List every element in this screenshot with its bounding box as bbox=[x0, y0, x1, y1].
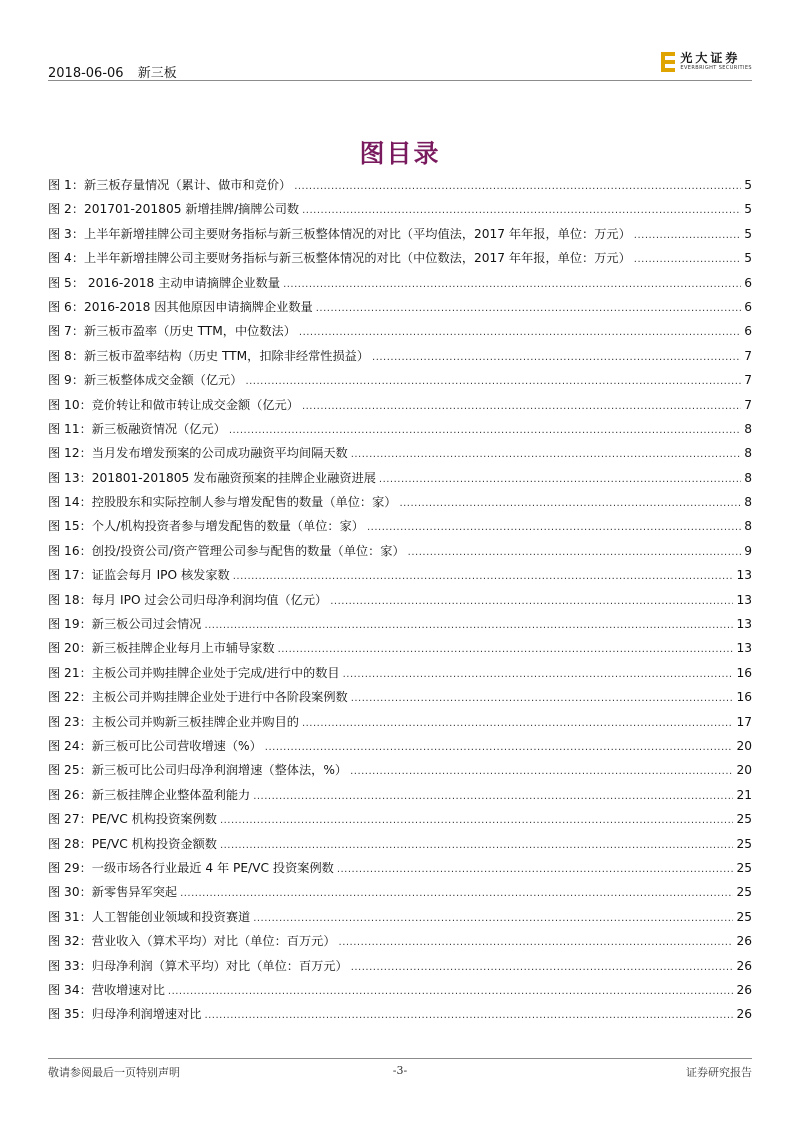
toc-entry-page[interactable]: 8 bbox=[744, 519, 752, 534]
toc-entry-label[interactable]: 图 12：当月发布增发预案的公司成功融资平均间隔天数 bbox=[48, 446, 348, 461]
toc-dot-leader bbox=[245, 373, 741, 391]
page-number: -3- bbox=[392, 1064, 408, 1077]
toc-dot-leader bbox=[299, 324, 741, 342]
toc-dot-leader bbox=[204, 1007, 733, 1025]
toc-entry-page[interactable]: 5 bbox=[744, 251, 752, 266]
toc-entry-label[interactable]: 图 28：PE/VC 机构投资金额数 bbox=[48, 836, 217, 851]
toc-entry-label[interactable]: 图 3：上半年新增挂牌公司主要财务指标与新三板整体情况的对比（平均值法，2017 年年报，单位：万元） bbox=[48, 226, 631, 241]
toc-dot-leader bbox=[634, 227, 741, 245]
toc-entry[interactable] bbox=[48, 615, 752, 639]
logo-english-name: EVERBRIGHT SECURITIES bbox=[680, 65, 752, 71]
toc-entry[interactable] bbox=[48, 225, 752, 249]
toc-dot-leader bbox=[168, 983, 734, 1001]
toc-entry-label[interactable]: 图 34：营收增速对比 bbox=[48, 982, 165, 997]
toc-entry-page[interactable]: 5 bbox=[744, 178, 752, 192]
toc-entry-label[interactable]: 图 24：新三板可比公司营收增速（%） bbox=[48, 738, 262, 753]
toc-entry-page[interactable]: 7 bbox=[744, 397, 752, 412]
toc-entry-page[interactable]: 26 bbox=[736, 982, 752, 997]
toc-dot-leader bbox=[229, 422, 741, 440]
toc-entry-label[interactable]: 图 35：归母净利润增速对比 bbox=[48, 1007, 202, 1022]
toc-entry-page[interactable]: 6 bbox=[744, 299, 752, 314]
toc-entry-page[interactable]: 8 bbox=[744, 470, 752, 485]
toc-entry-label[interactable]: 图 29：一级市场各行业最近 4 年 PE/VC 投资案例数 bbox=[48, 860, 334, 875]
toc-entry-page[interactable]: 8 bbox=[744, 495, 752, 510]
logo-chinese-name: 光大证券 bbox=[680, 51, 741, 65]
toc-entry[interactable] bbox=[48, 542, 752, 566]
toc-entry[interactable] bbox=[48, 420, 752, 444]
toc-entry-page[interactable]: 26 bbox=[736, 1007, 752, 1022]
toc-dot-leader bbox=[351, 446, 742, 464]
toc-dot-leader bbox=[316, 300, 741, 318]
toc-dot-leader bbox=[372, 349, 741, 367]
toc-entry-page[interactable]: 7 bbox=[744, 348, 752, 363]
toc-entry-label[interactable]: 图 27：PE/VC 机构投资案例数 bbox=[48, 812, 217, 827]
toc-entry-page[interactable]: 20 bbox=[736, 738, 752, 753]
toc-entry[interactable] bbox=[48, 566, 752, 590]
toc-dot-leader bbox=[265, 739, 734, 757]
toc-dot-leader bbox=[351, 959, 734, 977]
toc-entry-label[interactable]: 图 2：201701-201805 新增挂牌/摘牌公司数 bbox=[48, 202, 300, 217]
toc-dot-leader bbox=[283, 276, 741, 294]
toc-entry-label[interactable]: 图 33：归母净利润（算术平均）对比（单位：百万元） bbox=[48, 958, 348, 973]
header-info bbox=[48, 62, 177, 81]
toc-entry[interactable] bbox=[48, 981, 752, 1005]
footer-report-type: 证券研究报告 bbox=[686, 1066, 752, 1079]
toc-dot-leader bbox=[278, 641, 734, 659]
toc-dot-leader bbox=[204, 617, 733, 635]
toc-entry-page[interactable]: 16 bbox=[736, 665, 752, 680]
toc-entry[interactable] bbox=[48, 957, 752, 981]
toc-dot-leader bbox=[330, 593, 733, 611]
toc-entry[interactable] bbox=[48, 249, 752, 273]
toc-dot-leader bbox=[351, 690, 734, 708]
header-category: 新三板 bbox=[137, 66, 177, 81]
toc-entry[interactable] bbox=[48, 493, 752, 517]
toc-entry[interactable] bbox=[48, 713, 752, 737]
toc-entry[interactable] bbox=[48, 835, 752, 859]
toc-entry-page[interactable]: 26 bbox=[736, 934, 752, 949]
toc-dot-leader bbox=[343, 666, 734, 684]
toc-dot-leader bbox=[634, 251, 741, 269]
toc-entry-label[interactable]: 图 20：新三板挂牌企业每月上市辅导家数 bbox=[48, 641, 275, 656]
toc-entry[interactable] bbox=[48, 298, 752, 322]
toc-entry-page[interactable]: 25 bbox=[736, 909, 752, 924]
toc-entry[interactable] bbox=[48, 786, 752, 810]
toc-entry-page[interactable]: 26 bbox=[736, 958, 752, 973]
toc-entry[interactable] bbox=[48, 908, 752, 932]
toc-dot-leader bbox=[302, 398, 741, 416]
toc-entry-label[interactable]: 图 8：新三板市盈率结构（历史 TTM，扣除非经常性损益） bbox=[48, 348, 370, 363]
toc-entry[interactable] bbox=[48, 737, 752, 761]
toc-dot-leader bbox=[302, 202, 741, 220]
toc-entry-page[interactable]: 17 bbox=[736, 714, 752, 729]
toc-dot-leader bbox=[399, 495, 741, 513]
toc-entry[interactable] bbox=[48, 810, 752, 834]
toc-entry-label[interactable]: 图 11：新三板融资情况（亿元） bbox=[48, 421, 226, 436]
page-header bbox=[48, 48, 752, 81]
toc-entry[interactable] bbox=[48, 688, 752, 712]
toc-entry-label[interactable]: 图 9：新三板整体成交金额（亿元） bbox=[48, 373, 243, 388]
toc-entry-page[interactable]: 8 bbox=[744, 421, 752, 436]
toc-dot-leader bbox=[367, 519, 741, 537]
toc-entry-page[interactable]: 21 bbox=[736, 787, 752, 802]
toc-entry-page[interactable]: 6 bbox=[744, 324, 752, 339]
toc-entry-page[interactable]: 7 bbox=[744, 373, 752, 388]
toc-entry[interactable] bbox=[48, 371, 752, 395]
header-date: 2018-06-06 bbox=[48, 66, 124, 81]
toc-entry-label[interactable]: 图 23：主板公司并购新三板挂牌企业并购目的 bbox=[48, 714, 299, 729]
toc-dot-leader bbox=[253, 910, 733, 928]
toc-entry-label[interactable]: 图 5： 2016-2018 主动申请摘牌企业数量 bbox=[48, 275, 281, 290]
toc-entry[interactable] bbox=[48, 639, 752, 663]
toc-entry-page[interactable]: 20 bbox=[736, 763, 752, 778]
toc-entry-page[interactable]: 5 bbox=[744, 226, 752, 241]
toc-entry-page[interactable]: 13 bbox=[736, 592, 752, 607]
everbright-logo bbox=[661, 51, 752, 72]
toc-dot-leader bbox=[379, 471, 741, 489]
toc-entry[interactable] bbox=[48, 347, 752, 371]
toc-entry-page[interactable]: 8 bbox=[744, 446, 752, 461]
toc-entry-label[interactable]: 图 1：新三板存量情况（累计、做市和竞价） bbox=[48, 178, 292, 192]
toc-entry-label[interactable]: 图 21：主板公司并购挂牌企业处于完成/进行中的数目 bbox=[48, 665, 340, 680]
toc-dot-leader bbox=[180, 885, 733, 903]
toc-entry-label[interactable]: 图 25：新三板可比公司归母净利润增速（整体法，%） bbox=[48, 763, 348, 778]
toc-dot-leader bbox=[233, 568, 734, 586]
toc-dot-leader bbox=[339, 934, 734, 952]
toc-entry[interactable] bbox=[48, 322, 752, 346]
toc-entry-label[interactable]: 图 19：新三板公司过会情况 bbox=[48, 617, 202, 632]
toc-entry[interactable] bbox=[48, 274, 752, 298]
toc-entry-page[interactable]: 25 bbox=[736, 812, 752, 827]
toc-entry-page[interactable]: 13 bbox=[736, 641, 752, 656]
toc-dot-leader bbox=[337, 861, 734, 879]
toc-entry-page[interactable]: 16 bbox=[736, 690, 752, 705]
toc-entry-page[interactable]: 5 bbox=[744, 202, 752, 217]
toc-entry-page[interactable]: 25 bbox=[736, 860, 752, 875]
toc-entry-label[interactable]: 图 30：新零售异军突起 bbox=[48, 885, 178, 900]
toc-entry-label[interactable]: 图 31：人工智能创业领域和投资赛道 bbox=[48, 909, 251, 924]
toc-entry[interactable] bbox=[48, 883, 752, 907]
toc-entry[interactable] bbox=[48, 200, 752, 224]
page-title: 图目录 bbox=[359, 139, 441, 168]
toc-entry-label[interactable]: 图 7：新三板市盈率（历史 TTM，中位数法） bbox=[48, 324, 296, 339]
toc-entry-page[interactable]: 25 bbox=[736, 885, 752, 900]
toc-entry-label[interactable]: 图 14：控股股东和实际控制人参与增发配售的数量（单位：家） bbox=[48, 495, 397, 510]
toc-entry-page[interactable]: 13 bbox=[736, 568, 752, 583]
toc-entry[interactable] bbox=[48, 1005, 752, 1029]
toc-entry-page[interactable]: 6 bbox=[744, 275, 752, 290]
footer-disclaimer: 敬请参阅最后一页特别声明 bbox=[48, 1066, 180, 1079]
toc-entry-label[interactable]: 图 6：2016-2018 因其他原因申请摘牌企业数量 bbox=[48, 299, 313, 314]
toc-entry-label[interactable]: 图 16：创投/投资公司/资产管理公司参与配售的数量（单位：家） bbox=[48, 543, 405, 558]
toc-entry[interactable] bbox=[48, 761, 752, 785]
toc-entry[interactable] bbox=[48, 396, 752, 420]
toc-entry[interactable] bbox=[48, 591, 752, 615]
toc-entry-page[interactable]: 13 bbox=[736, 617, 752, 632]
toc-entry-label[interactable]: 图 13：201801-201805 发布融资预案的挂牌企业融资进展 bbox=[48, 470, 376, 485]
toc-dot-leader bbox=[220, 812, 734, 830]
toc-entry-label[interactable]: 图 32：营业收入（算术平均）对比（单位：百万元） bbox=[48, 934, 336, 949]
toc-entry[interactable] bbox=[48, 444, 752, 468]
toc-entry-label[interactable]: 图 22：主板公司并购挂牌企业处于进行中各阶段案例数 bbox=[48, 690, 348, 705]
figure-list bbox=[48, 176, 752, 1030]
toc-entry-label[interactable]: 图 10：竞价转让和做市转让成交金额（亿元） bbox=[48, 397, 299, 412]
toc-dot-leader bbox=[253, 788, 733, 806]
toc-entry[interactable] bbox=[48, 517, 752, 541]
toc-entry[interactable] bbox=[48, 664, 752, 688]
toc-entry[interactable] bbox=[48, 469, 752, 493]
toc-entry-label[interactable]: 图 17：证监会每月 IPO 核发家数 bbox=[48, 568, 230, 583]
toc-dot-leader bbox=[294, 178, 741, 196]
toc-entry[interactable] bbox=[48, 176, 752, 200]
logo-mark-icon bbox=[661, 52, 675, 72]
toc-entry-page[interactable]: 25 bbox=[736, 836, 752, 851]
page-footer bbox=[48, 1058, 752, 1079]
toc-entry-label[interactable]: 图 18：每月 IPO 过会公司归母净利润均值（亿元） bbox=[48, 592, 328, 607]
toc-dot-leader bbox=[220, 837, 734, 855]
toc-entry[interactable] bbox=[48, 932, 752, 956]
toc-entry-label[interactable]: 图 15：个人/机构投资者参与增发配售的数量（单位：家） bbox=[48, 519, 364, 534]
toc-entry-label[interactable]: 图 26：新三板挂牌企业整体盈利能力 bbox=[48, 787, 251, 802]
toc-entry[interactable] bbox=[48, 859, 752, 883]
toc-dot-leader bbox=[302, 715, 734, 733]
toc-entry-page[interactable]: 9 bbox=[744, 543, 752, 558]
toc-entry-label[interactable]: 图 4：上半年新增挂牌公司主要财务指标与新三板整体情况的对比（中位数法，2017 年年报，单位：万元） bbox=[48, 251, 631, 266]
toc-dot-leader bbox=[350, 763, 733, 781]
toc-dot-leader bbox=[408, 544, 742, 562]
